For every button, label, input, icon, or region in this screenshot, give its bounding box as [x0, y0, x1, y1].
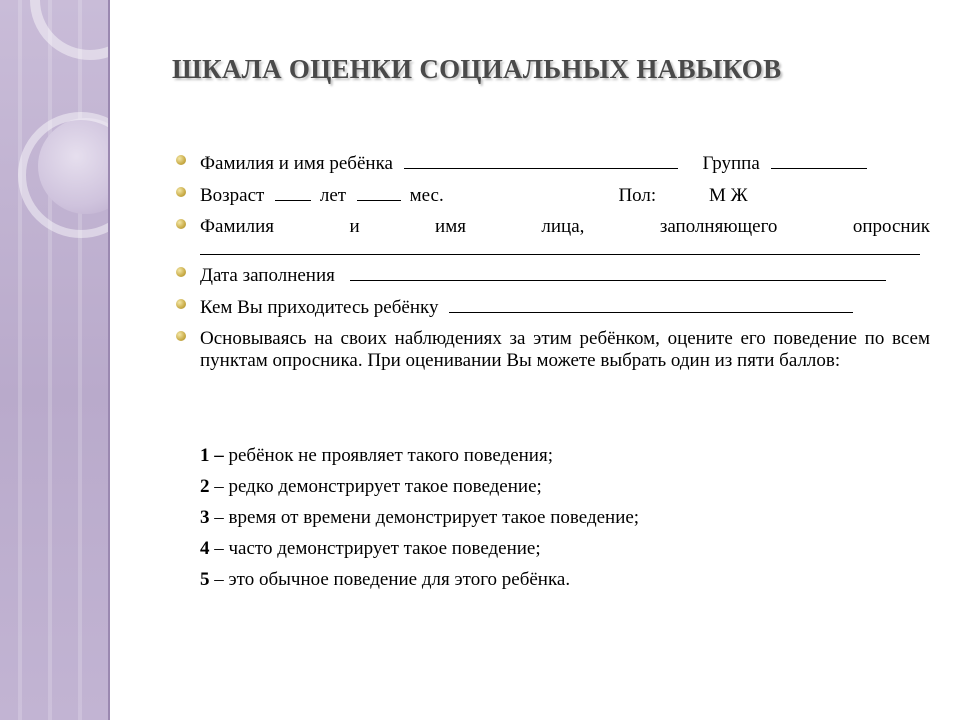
instruction-row	[172, 328, 930, 372]
group-label: Группа	[702, 153, 760, 174]
group-field[interactable]	[771, 152, 867, 169]
age-months-field[interactable]	[357, 184, 401, 201]
instruction-text: Основываясь на своих наблюдениях за этим ребёнком, оцените его поведение по всем пунктам опросника. При оценивании Вы можете выбрать один из пяти баллов:	[200, 328, 930, 371]
respondent-field[interactable]	[200, 240, 920, 255]
scale-item-4: 4 – часто демонстрирует такое поведение;	[200, 538, 541, 559]
decorative-ring-bottom	[18, 112, 110, 238]
age-years-field[interactable]	[275, 184, 311, 201]
name-label: Фамилия и имя ребёнка	[200, 153, 393, 174]
date-label: Дата заполнения	[200, 265, 335, 286]
scale-item-1: 1 – ребёнок не проявляет такого поведения;	[200, 445, 553, 466]
relation-label: Кем Вы приходитесь ребёнку	[200, 297, 439, 318]
bullet-icon	[176, 331, 186, 341]
bullet-icon	[176, 219, 186, 229]
date-row	[172, 264, 930, 287]
scale-item-2: 2 – редко демонстрирует такое поведение;	[200, 476, 542, 497]
months-label: мес.	[409, 185, 444, 206]
decorative-ring-top	[30, 0, 110, 60]
sex-options[interactable]: М Ж	[708, 185, 748, 206]
rating-scale	[200, 440, 639, 595]
scale-item-5: 5 – это обычное поведение для этого ребёнка.	[200, 569, 571, 590]
relation-field[interactable]	[449, 296, 853, 313]
bullet-icon	[176, 187, 186, 197]
age-row	[172, 184, 930, 207]
bullet-icon	[176, 267, 186, 277]
age-label: Возраст	[200, 185, 265, 206]
respondent-label: Фамилия и имя лица, заполняющего опросник	[200, 216, 930, 237]
decorative-sidebar	[0, 0, 110, 720]
respondent-row	[172, 216, 930, 255]
name-row	[172, 152, 930, 175]
bullet-icon	[176, 155, 186, 165]
scale-item-3: 3 – время от времени демонстрирует такое поведение;	[200, 507, 640, 528]
bullet-icon	[176, 299, 186, 309]
relation-row	[172, 296, 930, 319]
sex-label: Пол:	[618, 185, 657, 206]
page-title: ШКАЛА ОЦЕНКИ СОЦИАЛЬНЫХ НАВЫКОВ	[172, 54, 782, 84]
name-field[interactable]	[404, 152, 678, 169]
years-label: лет	[319, 185, 347, 206]
form-content	[172, 152, 930, 381]
date-field[interactable]	[350, 264, 886, 281]
